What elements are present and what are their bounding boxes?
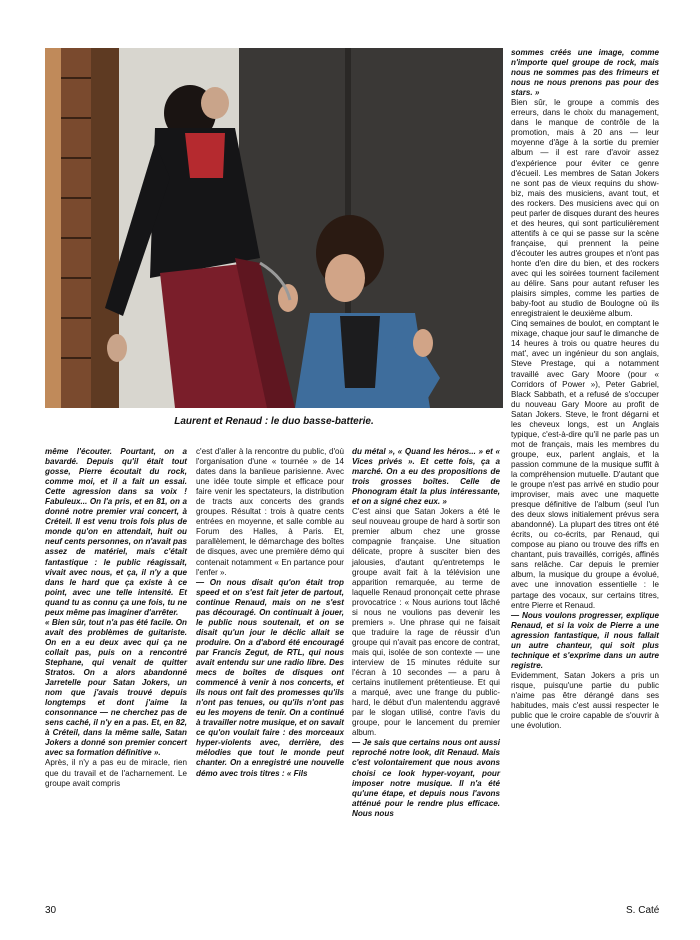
paragraph: — Nous voulons progresser, explique Renaud, et si la voix de Pierre a une agression fantastique, il nous fallait un autre chanteur, qui soit plus technique et s'exprime dans un autre registre. [511, 610, 659, 670]
paragraph: du métal », « Quand les héros... » et « Vices privés ». Et cette fois, ça a marché. On a eu des propositions de trois grosses boîtes. Celle de Phonogram était la plus intéressante, et on a signé chez eux. » [352, 447, 500, 507]
paragraph: C'est ainsi que Satan Jokers a été le seul nouveau groupe de hard à sortir son premier album chez une grosse compagnie française. Une situation délicate, propre à susciter bien des jalousies, d'autant qu'entretemps le groupe avait fait à la télévision une apparition remarquée, au terme de laquelle Renaud prononçait cette phrase provocatrice : « Nous aurions tout lâché si nous ne voulions pas devenir les premiers ». Une phrase qui ne faisait que traduire la rage de réussir d'un groupe qui n'avait pas encore de contrat, mais qui, isolée de son contexte — une interview de 15 minutes réduite sur l'écran à 10 secondes — a paru à certains inutilement prétentieuse. Et qui a marqué, avec une frange du public-hard, le début d'un malentendu aggravé par le slogan utilisé, contre l'avis du groupe, pour le lancement du premier album. [352, 507, 500, 738]
paragraph: Après, il n'y a pas eu de miracle, rien que du travail et de l'acharnement. Le groupe avait compris [45, 758, 187, 788]
paragraph: « Bien sûr, tout n'a pas été facile. On avait des problèmes de guitariste. On en a eu deux avec qui ça ne collait pas, puis on a rencontré Stephane, qui venait de quitter Stratos. On a alors abandonné Jarretelle pour Satan Jokers, un nom que j'avais trouvé depuis longtemps et dont j'aime la consonnance — ne cherchez pas de sens caché, il n'y en a pas. Et, en 82, à Créteil, dans la même salle, Satan Jokers a donné son premier concert avec sa formation définitive ». [45, 617, 187, 758]
paragraph: Cinq semaines de boulot, en comptant le mixage, chaque jour sauf le dimanche de 14 heures à trois ou quatre heures du mat', avec un ingénieur du son anglais, Steve Prestage, qui a notamment travaillé avec Gary Moore (pour « Corridors of Power »), Peter Gabriel, Black Sabbath, et a refusé de s'occuper du nouveau Gary Moore au profit de Satan Jokers. Steve, le front dégarni et les cheveux longs, est un Anglais typique, c'est-à-dire qu'il ne parle pas un mot de français, mais les membres du groupe, eux, parlent anglais, et la passion commune de la musique suffit à la compréhension mutuelle. D'autant que le groupe n'est pas arrivé en studio pour improviser, mais avec une maquette presque définitive de l'album (seul l'un des deux slows initialement prévus sera abandonné). La plupart des titres ont été écrits, ou co-écrits, par Renaud, qui compose au piano ou trouve des riffs en chantant, puis travaillés, corrigés, affinés sans relâche. Car depuis le premier album, la musique du groupe a évolué, avec une innovation essentielle : le partage des vocaux, sur certains titres, entre Pierre et Renaud. [511, 319, 659, 610]
paragraph: Evidemment, Satan Jokers a pris un risque, puisqu'une partie du public n'aime pas être dérangé dans ses habitudes, mais c'est aussi respecter le public que le croire capable de s'ouvrir à une évolution. [511, 670, 659, 731]
paragraph: — Je sais que certains nous ont aussi reproché notre look, dit Renaud. Mais c'est volontairement que nous avons choisi ce look hyper-voyant, pour imposer notre musique. Il n'a été qu'une étape, et depuis nous l'avons atténué pour le rendre plus efficace. Nous nous [352, 738, 500, 818]
band-photo-illustration [45, 48, 503, 408]
photo-caption: Laurent et Renaud : le duo basse-batterie. [174, 416, 374, 427]
paragraph: c'est d'aller à la rencontre du public, d'où l'organisation d'une « tournée » de 14 dates dans la banlieue parisienne. Avec une idée toute simple et efficace pour faire venir les spectateurs, la distribution de tracts aux concerts des grands groupes. Résultat : trois à quatre cents entrées en moyenne, et salle comble au Forum des Halles, à Paris. Et, parallèlement, le démarchage des boîtes de disques, avec une première démo qui contenait notamment « En partance pour l'enfer ». [196, 447, 344, 577]
author-signature: S. Caté [626, 905, 660, 916]
paragraph: Bien sûr, le groupe a commis des erreurs, dans le choix du management, dans le manque de contrôle de la promotion, mais à 20 ans — leur moyenne d'âge à la sortie du premier album — il est rare d'avoir assez d'expérience pour éviter ce genre d'écueil. Les membres de Satan Jokers ne sont pas de vieux requins du show-biz, mais des musiciens, avant tout, et des rockers. Des musiciens avec qui on peut parler de disques durant des heures et des heures, qui sont particulièrement attentifs à ce qui se passe sur la scène française, qui prennent la peine d'écouter les autres groupes et n'ont pas honte d'en dire du bien, et des rockers avec qui les soirées tournent facilement au délire. Sans pour autant refuser les plaisirs simples, comme les parties de baby-foot au studio de Boulogne où ils enregistraient le deuxième album. [511, 98, 659, 319]
paragraph: sommes créés une image, comme n'importe quel groupe de rock, mais nous ne sommes pas des frimeurs et nous ne nous prenons pas pour des stars. » [511, 48, 659, 98]
article-column-1 [45, 447, 187, 789]
paragraph: — On nous disait qu'on était trop speed et on s'est fait jeter de partout, continue Renaud, mais on ne s'est pas découragé. On continuait à jouer, le public nous soutenait, et on se disait qu'un jour le déclic allait se produire. On a d'abord été encouragé par Francis Zegut, de RTL, qui nous avait entendu sur une radio libre. Des mecs de boîtes de disques ont commencé à venir à nos concerts, et ils nous ont fait des promesses qu'ils n'ont pas tenues, ou qu'ils n'ont pas eu les moyens de tenir. On a continué à travailler notre musique, et on savait ce qu'on voulait faire : des morceaux hyper-violents avec, derrière, des mélodies que tout le monde peut chanter. On a enregistré une nouvelle démo avec trois titres : « Fils [196, 577, 344, 778]
paragraph: même l'écouter. Pourtant, on a bavardé. Depuis qu'il était tout gosse, Pierre écoutait du rock, comme moi, et il a fait un essai. Cette agression dans sa voix ! Fabuleux... On l'a pris, et en 81, on a donné notre premier vrai concert, à Créteil. Il est venu trois fois plus de monde qu'on en attendait, huit ou neuf cents personnes, on n'avait pas assez de matériel, mais c'était fantastique : le public réagissait, vivait avec nous, et ça, il n'y a que dans le hard que ça existe à ce point, avec une telle intensité. Et quand tu as connu ça une fois, tu ne peux même pas imaginer d'arrêter. [45, 447, 187, 617]
article-column-3 [352, 447, 500, 819]
article-column-4 [511, 48, 659, 731]
page-number: 30 [45, 905, 57, 916]
band-photo [45, 48, 503, 408]
article-column-2 [196, 447, 344, 779]
